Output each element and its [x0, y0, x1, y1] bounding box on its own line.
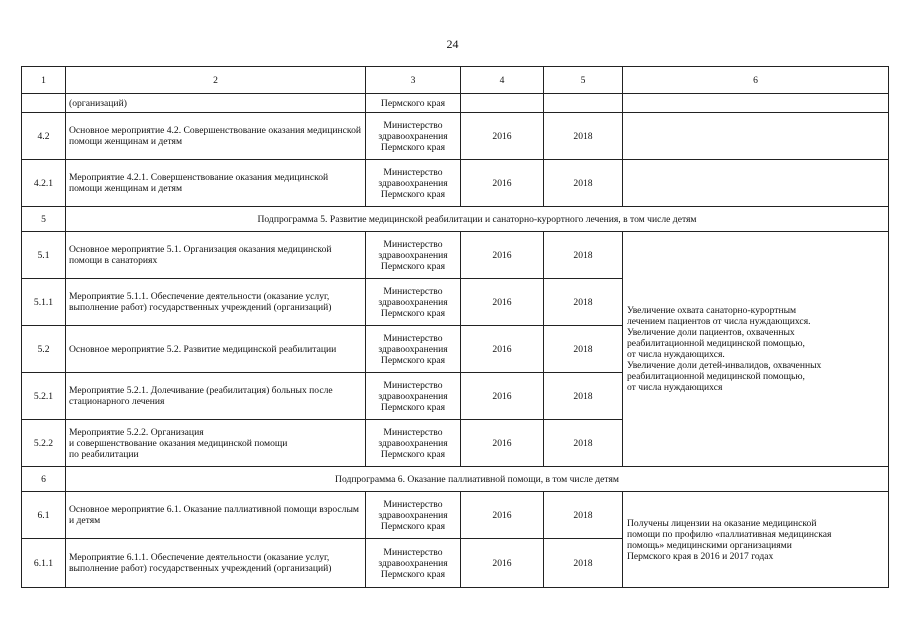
subprogram-row [22, 467, 889, 492]
row-number: 6.1.1 [22, 539, 66, 588]
column-header: 3 [366, 67, 461, 94]
executor-line: Пермского края [380, 141, 446, 153]
measure-name: Мероприятие 4.2.1. Совершенствование оказания медицинской помощи женщинам и детям [66, 160, 366, 207]
row-number: 5.1 [22, 232, 66, 279]
measure-name: Основное мероприятие 5.2. Развитие медицинской реабилитации [66, 326, 366, 373]
executor-line: Министерство [383, 426, 443, 438]
table-row [22, 232, 889, 279]
subprogram-title: Подпрограмма 5. Развитие медицинской реабилитации и санаторно-курортного лечения, в том числе детям [66, 207, 889, 232]
executor-line: Министерство [383, 285, 443, 297]
end-year: 2018 [544, 113, 623, 160]
executor-line: Министерство [383, 119, 443, 131]
executor-cell [366, 279, 461, 326]
executor-line: здравоохранения [378, 130, 448, 142]
executor-cell [366, 113, 461, 160]
start-year-cell [461, 94, 544, 113]
result-line: помощи по профилю «паллиативная медицинская [627, 528, 832, 540]
measure-name-line: Мероприятие 5.2.2. Организация [69, 426, 204, 438]
executor-line: Пермского края [380, 448, 446, 460]
subprogram-title: Подпрограмма 6. Оказание паллиативной помощи, в том числе детям [66, 467, 889, 492]
start-year: 2016 [461, 279, 544, 326]
executor-line: Министерство [383, 166, 443, 178]
start-year: 2016 [461, 539, 544, 588]
row-number: 5 [22, 207, 66, 232]
start-year: 2016 [461, 160, 544, 207]
result-line: помощь» медицинскими организациями [627, 539, 792, 551]
result-line: реабилитационной медицинской помощью, [627, 371, 805, 382]
measure-name-line: по реабилитации [69, 448, 139, 460]
result-line: Получены лицензии на оказание медицинской [627, 517, 817, 529]
table-row [22, 160, 889, 207]
executor-cell [366, 539, 461, 588]
column-header: 6 [623, 67, 889, 94]
executor-line: Министерство [383, 498, 443, 510]
result-line: от числа нуждающихся [627, 382, 723, 393]
measure-name: Мероприятие 5.1.1. Обеспечение деятельности (оказание услуг, выполнение работ) государственных учреждений (организаций) [66, 279, 366, 326]
column-header: 5 [544, 67, 623, 94]
executor-line: Министерство [383, 238, 443, 250]
executor-line: здравоохранения [378, 557, 448, 569]
page-number: 24 [446, 37, 459, 51]
executor-line: здравоохранения [378, 249, 448, 261]
result-cell [623, 160, 889, 207]
row-number: 5.2.2 [22, 420, 66, 467]
row-number: 5.2 [22, 326, 66, 373]
executor-line: Министерство [383, 332, 443, 344]
number-cell [22, 94, 66, 113]
result-line: лечением пациентов от числа нуждающихся. [627, 316, 811, 327]
executor-cell [366, 492, 461, 539]
executor-line: Пермского края [380, 260, 446, 272]
executor-line: Пермского края [380, 520, 446, 532]
executor-line: здравоохранения [378, 437, 448, 449]
column-header: 1 [22, 67, 66, 94]
measure-name: Мероприятие 5.2.1. Долечивание (реабилитация) больных после стационарного лечения [66, 373, 366, 420]
result-cell [623, 113, 889, 160]
row-number: 5.2.1 [22, 373, 66, 420]
executor-line: Пермского края [380, 354, 446, 366]
continuation-row [22, 94, 889, 113]
executor-line: здравоохранения [378, 343, 448, 355]
start-year: 2016 [461, 492, 544, 539]
end-year: 2018 [544, 326, 623, 373]
measure-name: Основное мероприятие 4.2. Совершенствование оказания медицинской помощи женщинам и детям [66, 113, 366, 160]
measure-name: (организаций) [66, 94, 366, 113]
row-number: 6 [22, 467, 66, 492]
start-year: 2016 [461, 326, 544, 373]
start-year: 2016 [461, 373, 544, 420]
measures-table [21, 66, 889, 588]
measure-name: Основное мероприятие 6.1. Оказание паллиативной помощи взрослым и детям [66, 492, 366, 539]
end-year-cell [544, 94, 623, 113]
executor-line: Министерство [383, 546, 443, 558]
end-year: 2018 [544, 420, 623, 467]
executor-cell: Пермского края [366, 94, 461, 113]
column-header: 4 [461, 67, 544, 94]
executor-line: Пермского края [380, 307, 446, 319]
subprogram-row [22, 207, 889, 232]
start-year: 2016 [461, 113, 544, 160]
executor-cell [366, 373, 461, 420]
executor-line: Пермского края [380, 188, 446, 200]
result-line: Увеличение охвата санаторно-курортным [627, 305, 797, 316]
measure-name: Основное мероприятие 5.1. Организация оказания медицинской помощи в санаториях [66, 232, 366, 279]
executor-cell [366, 420, 461, 467]
result-line: Пермского края в 2016 и 2017 годах [627, 550, 774, 562]
end-year: 2018 [544, 373, 623, 420]
end-year: 2018 [544, 279, 623, 326]
measure-name [66, 420, 366, 467]
result-line: реабилитационной медицинской помощью, [627, 338, 805, 349]
measure-name: Мероприятие 6.1.1. Обеспечение деятельности (оказание услуг, выполнение работ) государственных учреждений (организаций) [66, 539, 366, 588]
executor-cell [366, 326, 461, 373]
expected-result-5 [623, 232, 889, 467]
result-line: Увеличение доли пациентов, охваченных [627, 327, 795, 338]
end-year: 2018 [544, 539, 623, 588]
executor-line: Пермского края [380, 568, 446, 580]
executor-line: здравоохранения [378, 177, 448, 189]
start-year: 2016 [461, 420, 544, 467]
table-row [22, 492, 889, 539]
result-line: от числа нуждающихся. [627, 349, 725, 360]
table-row [22, 113, 889, 160]
header-row [22, 67, 889, 94]
executor-line: Пермского края [380, 401, 446, 413]
start-year: 2016 [461, 232, 544, 279]
column-header: 2 [66, 67, 366, 94]
result-line: Увеличение доли детей-инвалидов, охваченных [627, 360, 822, 371]
measure-name-line: и совершенствование оказания медицинской помощи [69, 437, 288, 449]
executor-line: здравоохранения [378, 509, 448, 521]
end-year: 2018 [544, 492, 623, 539]
row-number: 6.1 [22, 492, 66, 539]
executor-cell [366, 232, 461, 279]
row-number: 4.2.1 [22, 160, 66, 207]
end-year: 2018 [544, 160, 623, 207]
executor-line: здравоохранения [378, 390, 448, 402]
row-number: 4.2 [22, 113, 66, 160]
result-cell [623, 94, 889, 113]
executor-line: здравоохранения [378, 296, 448, 308]
executor-cell [366, 160, 461, 207]
expected-result-6 [623, 492, 889, 588]
executor-line: Министерство [383, 379, 443, 391]
row-number: 5.1.1 [22, 279, 66, 326]
end-year: 2018 [544, 232, 623, 279]
